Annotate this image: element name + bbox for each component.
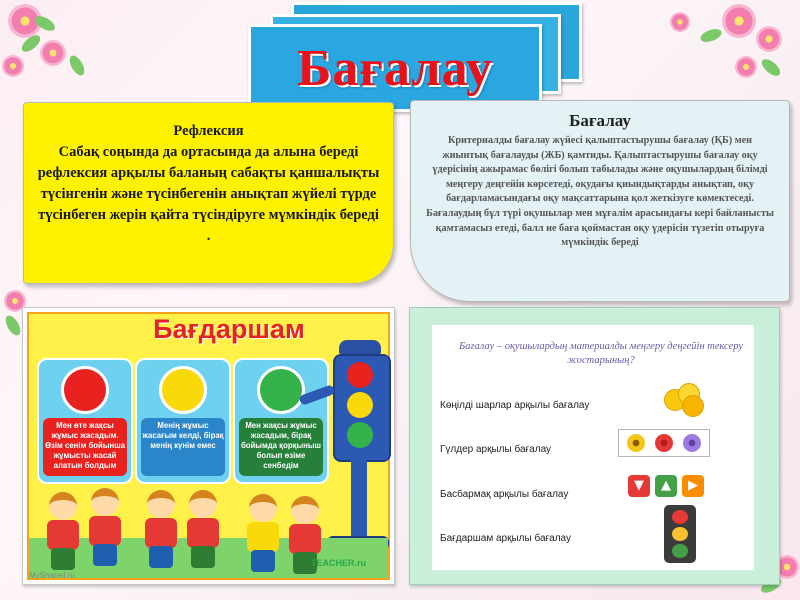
red-lamp-caption: Мен өте жақсы жұмыс жасадым. Өзім сенім бойынша жұмысты жасай алатын болдым (43, 418, 127, 476)
traffic-light-poster (22, 307, 395, 585)
assessment-note (410, 100, 790, 302)
watermark: MyShared.ru (29, 571, 75, 580)
red-lamp-icon (61, 366, 109, 414)
method-label: Гүлдер арқылы бағалау (440, 444, 552, 455)
poster-column-red (37, 358, 133, 484)
assessment-body: Критериалды бағалау жүйесі қалыптастырушы бағалау (ҚБ) мен жиынтық бағалауды (ЖБ) қамтиды. Қалыптастырушы бағалау оқу үдерісінің ажырамас бөлігі болып табылады және оқушылардың білімді меңгеру деңгейін көрсетеді, оқудағы қиындықтарды анықтап, оқу бағдарламасындағы оқу мақсаттарына қол жеткізуге көмектеседі. Бағалаудың бұл түрі оқушылар мен мұғалім арасындағы кері байланысты қамтамасыз етеді, балл не баға қоймастан оқу үдерісін түзетіп отыруға мүмкіндік береді (426, 135, 774, 249)
assessment-methods-panel (409, 307, 780, 585)
reflection-note (23, 102, 394, 284)
assessment-question: Бағалау – оқушылардың материалды меңгеру деңгейін тексеру жостарының? (458, 341, 744, 366)
poster-title: Бағдаршам (153, 314, 305, 344)
poster-frame (27, 312, 390, 580)
method-label: Басбармақ арқылы бағалау (440, 489, 569, 500)
reflection-body: Сабақ соңында да ортасында да алына береді рефлексия арқылы баланың сабақты қаншалықты түсінгенін және түсінбегенін анықтап жүйелі түрде түсінбеген жерін қайта түсіндіруге мүмкіндік береді . (37, 144, 380, 244)
yellow-lamp-icon (159, 366, 207, 414)
smiley-balls-icon (664, 383, 704, 415)
green-lamp-caption: Мен жақсы жұмыс жасадым, бірақ бойымда қорқыныш болып өзіме сенбедім (239, 418, 323, 476)
method-label: Бағдаршам арқылы бағалау (440, 533, 572, 544)
poster-column-green (233, 358, 329, 484)
traffic-light-icon (664, 505, 696, 563)
slide-title: Бағалау (297, 39, 493, 97)
assessment-heading: Бағалау (569, 111, 631, 130)
teacher-logo: TEACHER.ru (310, 558, 366, 568)
poster-column-yellow (135, 358, 231, 484)
flowers-icon (618, 429, 710, 457)
title-banner (248, 24, 542, 112)
yellow-lamp-caption: Менің жұмыс жасағым келді, бірақ менің күнім емес (141, 418, 225, 476)
reflection-heading: Рефлексия (173, 123, 244, 139)
green-lamp-icon (257, 366, 305, 414)
method-label: Көңілді шарлар арқылы бағалау (440, 400, 590, 411)
assessment-methods-card (432, 325, 754, 570)
thumbs-icon: ▼ ▲ ▶ (628, 475, 708, 501)
